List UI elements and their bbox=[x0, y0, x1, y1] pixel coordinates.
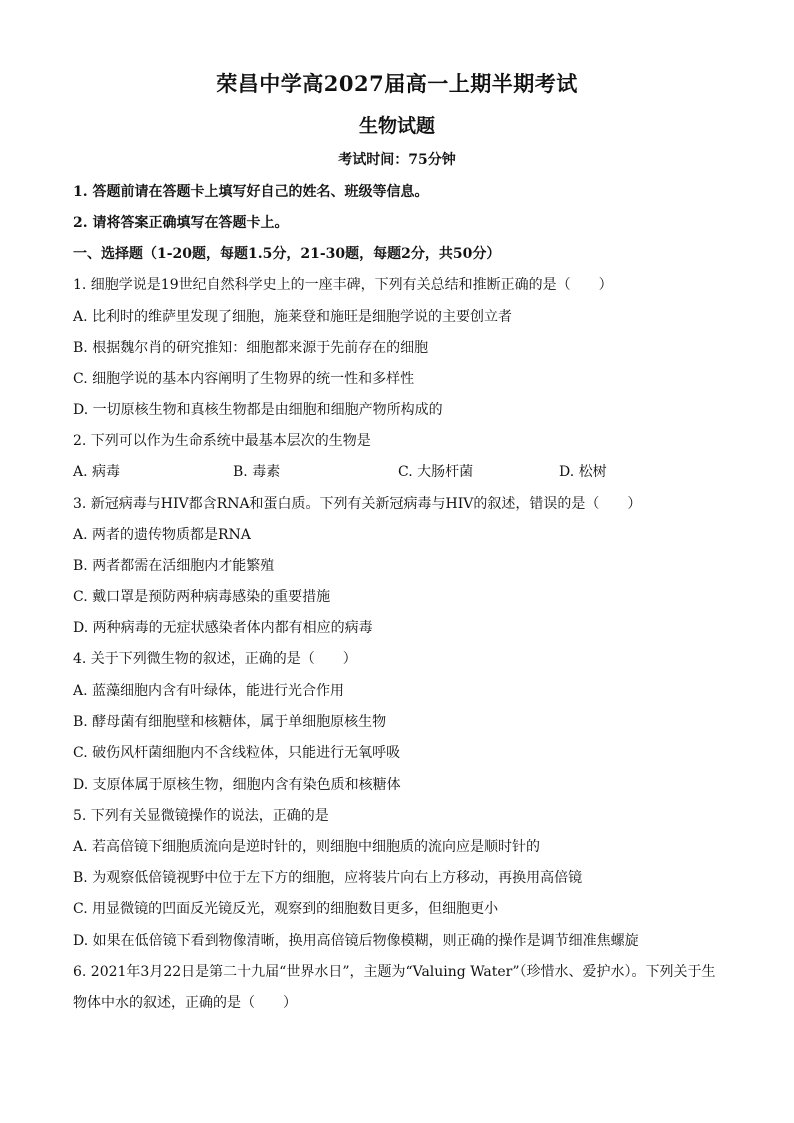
question-2-stem: 2. 下列可以作为生命系统中最基本层次的生物是 bbox=[73, 433, 371, 449]
notice-2: 2. 请将答案正确填写在答题卡上。 bbox=[73, 215, 289, 231]
section-heading: 一、选择题（1-20题，每题1.5分，21-30题，每题2分，共50分） bbox=[73, 246, 501, 262]
question-5-option-d: D. 如果在低倍镜下看到物像清晰，换用高倍镜后物像模糊，则正确的操作是调节细准焦螺旋 bbox=[73, 933, 639, 949]
question-2-option-c: C. 大肠杆菌 bbox=[398, 464, 474, 480]
question-2-option-b: B. 毒素 bbox=[233, 464, 281, 480]
question-3-option-b: B. 两者都需在活细胞内才能繁殖 bbox=[73, 558, 275, 574]
question-5-option-b: B. 为观察低倍镜视野中位于左下方的细胞，应将装片向右上方移动，再换用高倍镜 bbox=[73, 870, 583, 886]
notice-1: 1. 答题前请在答题卡上填写好自己的姓名、班级等信息。 bbox=[73, 184, 429, 200]
question-1-option-c: C. 细胞学说的基本内容阐明了生物界的统一性和多样性 bbox=[73, 371, 415, 387]
question-3-option-d: D. 两种病毒的无症状感染者体内都有相应的病毒 bbox=[73, 620, 373, 636]
question-5-option-a: A. 若高倍镜下细胞质流向是逆时针的，则细胞中细胞质的流向应是顺时针的 bbox=[73, 839, 541, 855]
question-5-option-c: C. 用显微镜的凹面反光镜反光，观察到的细胞数目更多，但细胞更小 bbox=[73, 901, 499, 917]
question-6-stem-line-1: 6. 2021年3月22日是第二十九届“世界水日”，主题为“Valuing Water”（珍惜水、爱护水）。下列关于生 bbox=[73, 964, 716, 980]
question-3-option-c: C. 戴口罩是预防两种病毒感染的重要措施 bbox=[73, 589, 331, 605]
question-2-option-d: D. 松树 bbox=[559, 464, 607, 480]
question-3-option-a: A. 两者的遗传物质都是RNA bbox=[73, 527, 251, 543]
exam-time: 考试时间：75分钟 bbox=[338, 152, 456, 168]
question-6-stem-line-2: 物体中水的叙述，正确的是（ ） bbox=[73, 995, 297, 1011]
question-4-option-b: B. 酵母菌有细胞壁和核糖体，属于单细胞原核生物 bbox=[73, 714, 387, 730]
question-5-stem: 5. 下列有关显微镜操作的说法，正确的是 bbox=[73, 808, 329, 824]
question-1-stem: 1. 细胞学说是19世纪自然科学史上的一座丰碑，下列有关总结和推断正确的是（ ） bbox=[73, 277, 613, 293]
question-4-stem: 4. 关于下列微生物的叙述，正确的是（ ） bbox=[73, 651, 357, 667]
question-1-option-b: B. 根据魏尔肖的研究推知：细胞都来源于先前存在的细胞 bbox=[73, 340, 429, 356]
question-4-option-c: C. 破伤风杆菌细胞内不含线粒体，只能进行无氧呼吸 bbox=[73, 745, 401, 761]
question-4-option-d: D. 支原体属于原核生物，细胞内含有染色质和核糖体 bbox=[73, 777, 401, 793]
page-subtitle: 生物试题 bbox=[358, 115, 435, 137]
page-title: 荣昌中学高2027届高一上期半期考试 bbox=[216, 71, 578, 96]
question-1-option-d: D. 一切原核生物和真核生物都是由细胞和细胞产物所构成的 bbox=[73, 402, 443, 418]
question-4-option-a: A. 蓝藻细胞内含有叶绿体，能进行光合作用 bbox=[73, 683, 345, 699]
question-2-option-a: A. 病毒 bbox=[73, 464, 121, 480]
question-3-stem: 3. 新冠病毒与HIV都含RNA和蛋白质。下列有关新冠病毒与HIV的叙述，错误的是（ ） bbox=[73, 496, 642, 512]
question-1-option-a: A. 比利时的维萨里发现了细胞，施莱登和施旺是细胞学说的主要创立者 bbox=[73, 309, 513, 325]
